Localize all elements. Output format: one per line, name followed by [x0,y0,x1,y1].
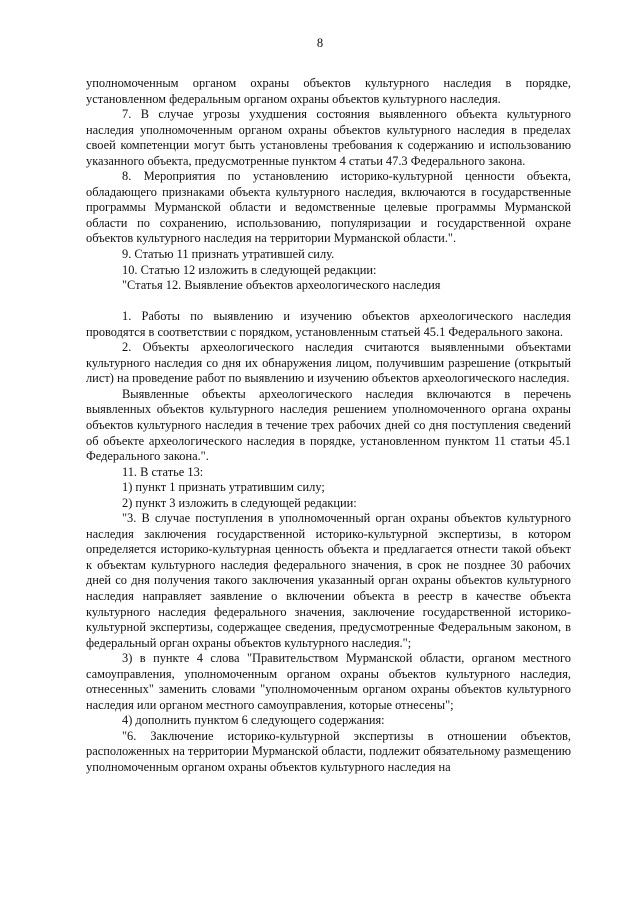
paragraph-item-9: 9. Статью 11 признать утратившей силу. [122,247,335,262]
page-number: 8 [316,36,324,50]
article-13-point-3: "3. В случае поступления в уполномоченный орган охраны объектов культурного наследия заключения государственной историко-культурной экспертизы, в котором определяется историко-культурная ценность объекта и предлагается отнести такой объект к объектам культурного наследия федерального значения, в срок не позднее 30 рабочих дней со дня получения такого заключения указанный орган охраны объектов культурного наследия направляет заявление о включении объекта в реестр в качестве объекта культурного наследия федерального значения, заключение государственной историко-культурной экспертизы, содержащее сведения, предусмотренные Федеральным законом, в федеральный орган охраны объектов культурного наследия."; [86,511,571,650]
article-12-point-2: 2. Объекты археологического наследия считаются выявленными объектами культурного наследия со дня их обнаружения лицом, получившим разрешение (открытый лист) на проведение работ по выявлению и изучению объектов археологического наследия. [86,340,571,386]
subitem-4: 4) дополнить пунктом 6 следующего содержания: [122,713,385,728]
article-12-point-2-continued: Выявленные объекты археологического наследия включаются в перечень выявленных объектов культурного наследия решением уполномоченного органа охраны объектов культурного наследия в течение трех рабочих дней со дня поступления сведений об объекте археологического наследия в порядке, установленном пунктом 11 статьи 45.1 Федерального закона.". [86,386,571,464]
subitem-2: 2) пункт 3 изложить в следующей редакции: [122,495,357,510]
paragraph-item-7: 7. В случае угрозы ухудшения состояния выявленного объекта культурного наследия уполномоченным органом охраны объектов культурного наследия в пределах своей компетенции могут быть установлены требования к содержанию и использованию указанного объекта, предусмотренные пунктом 4 статьи 47.3 Федерального закона. [86,107,571,168]
article-12-heading: "Статья 12. Выявление объектов археологического наследия [122,278,441,293]
subitem-1: 1) пункт 1 признать утратившим силу; [122,480,325,495]
article-12-point-1: 1. Работы по выявлению и изучению объектов археологического наследия проводятся в соответствии с порядком, установленным статьей 45.1 Федерального закона. [86,309,571,339]
document-body [86,76,571,776]
article-13-point-6: "6. Заключение историко-культурной экспертизы в отношении объектов, расположенных на территории Мурманской области, подлежит обязательному размещению уполномоченным органом охраны объектов культурного наследия на [86,728,572,775]
paragraph-continuation: уполномоченным органом охраны объектов культурного наследия в порядке, установленном федеральным органом охраны объектов культурного наследия. [86,76,571,106]
paragraph-item-11: 11. В статье 13: [122,464,204,479]
subitem-3: 3) в пункте 4 слова "Правительством Мурманской области, органом местного самоуправления, уполномоченным органом охраны объектов культурного наследия, отнесенных" заменить словами "уполномоченным органом охраны объектов культурного наследия или органом местного самоуправления, которые отнесены"; [86,651,571,712]
paragraph-item-10: 10. Статью 12 изложить в следующей редакции: [122,262,377,277]
paragraph-item-8: 8. Мероприятия по установлению историко-культурной ценности объекта, обладающего признаками объекта культурного наследия, включаются в государственные программы Мурманской области и ведомственные целевые программы Мурманской области по сохранению, использованию, популяризации и государственной охране объектов культурного наследия на территории Мурманской области.". [86,169,571,246]
